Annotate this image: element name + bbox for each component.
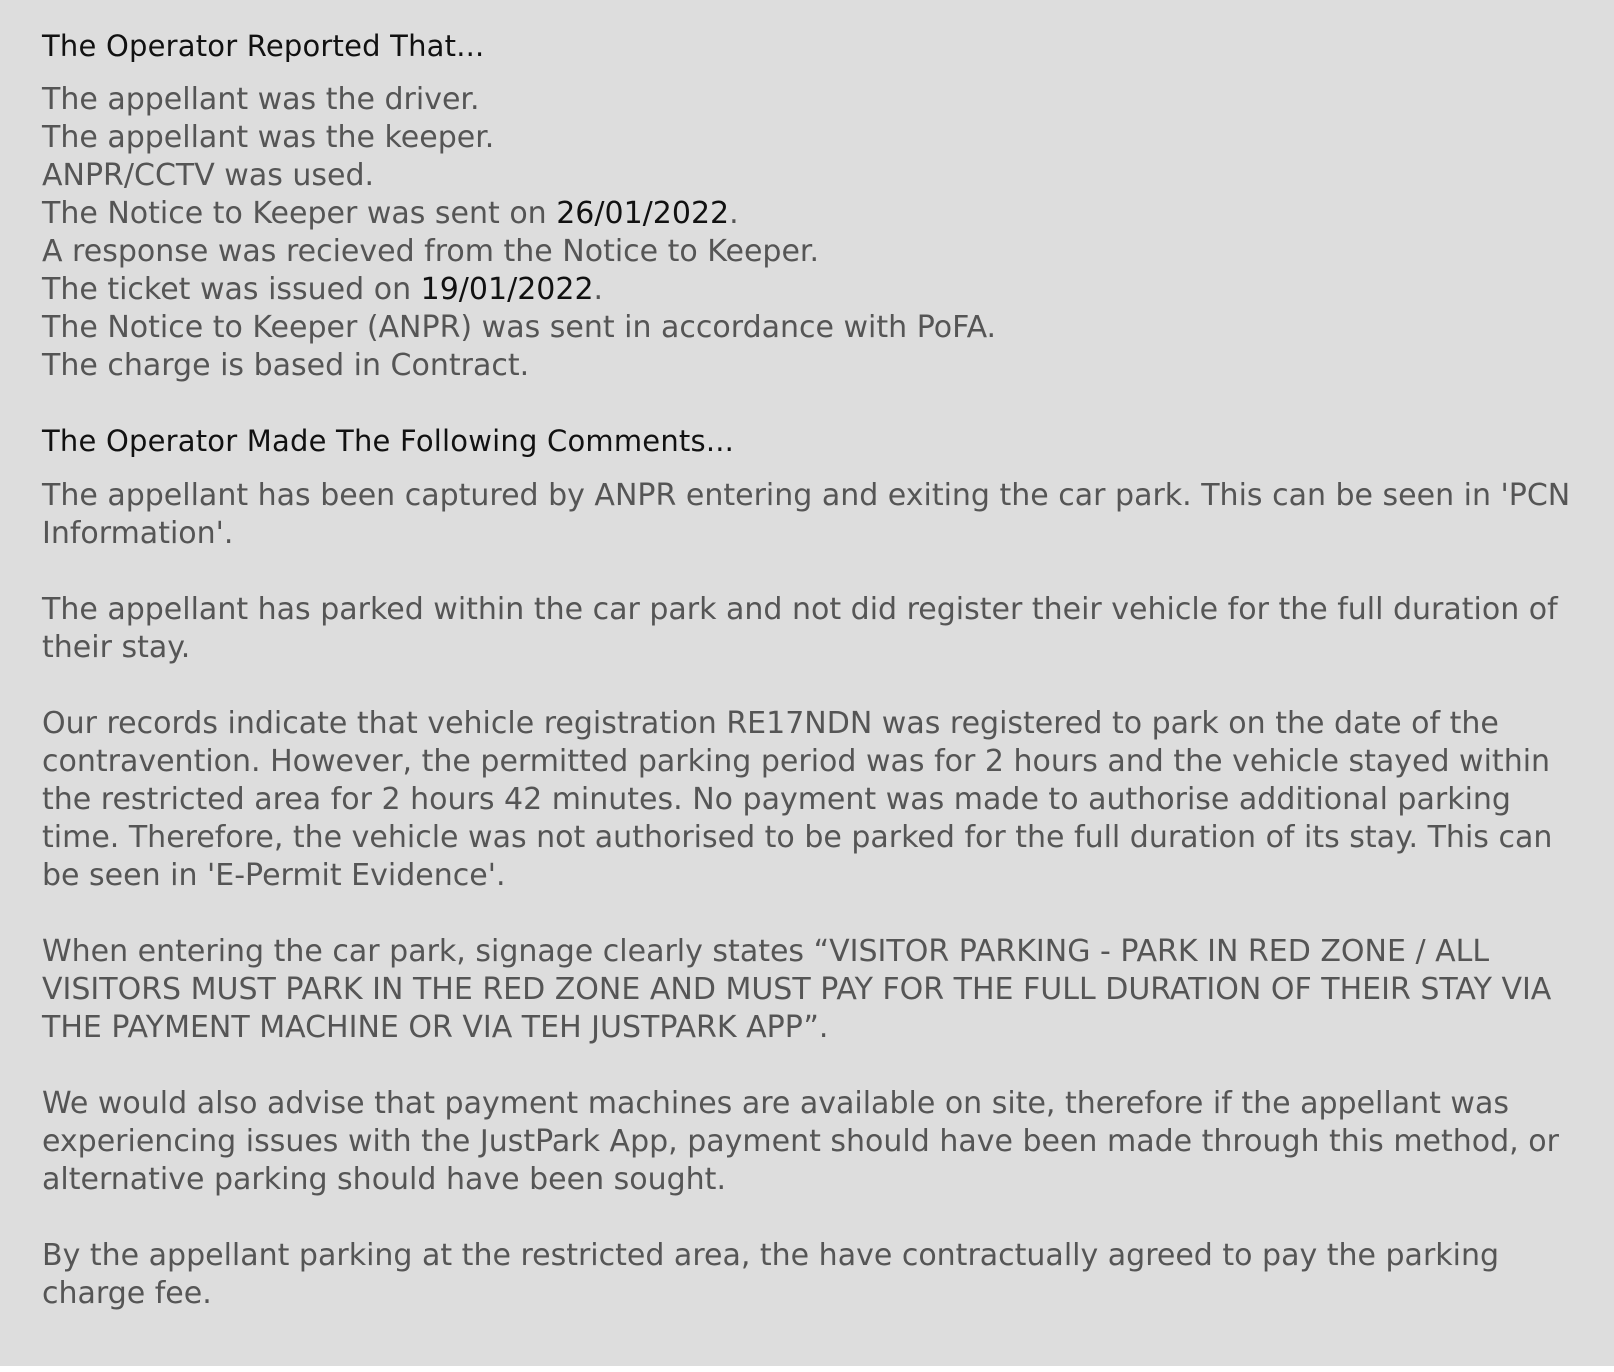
fact-text: The ticket was issued on [42,272,421,307]
comment-paragraph: When entering the car park, signage clearly states “VISITOR PARKING - PARK IN RED ZONE / ALL VISITORS MUST PARK IN THE RED ZONE AND MUST PAY FOR THE FULL DURATION OF THEIR STAY VIA THE PAYMENT MACHINE OR VIA TEH JUSTPARK APP”. [42,934,1552,1045]
fact-text: The Notice to Keeper (ANPR) was sent in accordance with PoFA. [42,310,997,345]
reported-facts-list [42,81,1574,385]
fact-punctuation: . [593,272,604,307]
fact-anpr [42,157,1574,195]
fact-text: The appellant was the keeper. [42,120,495,155]
fact-response-received [42,233,1574,271]
comment-paragraph: We would also advise that payment machines are available on site, therefore if the appellant was experiencing issues with the JustPark App, payment should have been made through this method, or alternative parking should have been sought. [42,1086,1559,1197]
fact-contract [42,347,1574,385]
comment-paragraph: Our records indicate that vehicle registration RE17NDN was registered to park on the date of the contravention. However, the permitted parking period was for 2 hours and the vehicle stayed within the restricted area for 2 hours 42 minutes. No payment was made to authorise additional parking time. Therefore, the vehicle was not authorised to be parked for the full duration of its stay. This can be seen in 'E-Permit Evidence'. [42,706,1553,893]
fact-text: The Notice to Keeper was sent on [42,196,557,231]
comment-paragraph: The appellant has parked within the car park and not did register their vehicle for the full duration of their stay. [42,592,1558,665]
operator-comments [42,477,1574,1313]
fact-text: ANPR/CCTV was used. [42,158,375,193]
fact-punctuation: . [729,196,739,231]
section-spacer [42,385,1574,421]
comment-paragraph: By the appellant parking at the restricted area, the have contractually agreed to pay the parking charge fee. [42,1238,1500,1311]
notice-sent-date: 26/01/2022 [556,196,730,231]
reported-heading: The Operator Reported That... [42,29,485,63]
fact-driver [42,81,1574,119]
fact-text: The appellant was the driver. [42,82,480,117]
fact-pofa [42,309,1574,347]
comment-paragraph: The appellant has been captured by ANPR entering and exiting the car park. This can be seen in 'PCN Information'. [42,478,1571,551]
ticket-issued-date: 19/01/2022 [420,272,594,307]
fact-notice-sent [42,195,1574,233]
fact-keeper [42,119,1574,157]
fact-text: The charge is based in Contract. [42,348,530,383]
fact-text: A response was recieved from the Notice to Keeper. [42,234,820,269]
comments-heading: The Operator Made The Following Comments... [42,424,735,458]
fact-ticket-issued [42,271,1574,309]
